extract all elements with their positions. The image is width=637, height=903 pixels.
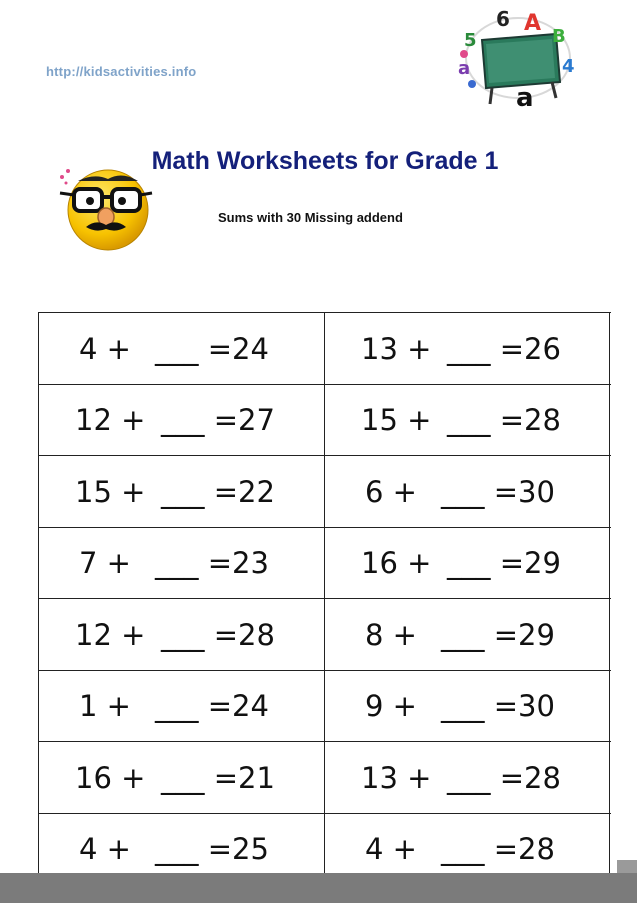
sum: =26 — [499, 331, 561, 366]
problem-cell — [39, 456, 325, 527]
addend: 12 + — [75, 617, 146, 652]
sum: =27 — [213, 403, 275, 437]
addend: 16 + — [361, 546, 432, 580]
answer-blank[interactable]: ___ — [161, 474, 205, 509]
sum: =28 — [213, 617, 275, 652]
problem-cell — [325, 671, 610, 741]
table-row — [39, 814, 611, 873]
answer-blank[interactable]: ___ — [155, 832, 199, 866]
addend: 13 + — [361, 331, 432, 366]
problem-cell — [39, 599, 325, 670]
problem-cell — [39, 742, 325, 813]
chalkboard-logo — [452, 2, 584, 112]
addend: 8 + — [365, 617, 417, 652]
answer-blank[interactable]: ___ — [161, 403, 205, 437]
addend: 9 + — [365, 689, 417, 723]
addend: 6 + — [365, 474, 417, 509]
sum: =28 — [499, 403, 561, 437]
sum: =30 — [493, 689, 555, 723]
table-row — [39, 599, 611, 671]
sum: =29 — [499, 546, 561, 580]
addend: 4 + — [79, 331, 131, 366]
problem-cell — [325, 742, 610, 813]
answer-blank[interactable]: ___ — [447, 546, 491, 580]
answer-blank[interactable]: ___ — [441, 832, 485, 866]
answer-blank[interactable]: ___ — [161, 760, 205, 795]
sum: =21 — [213, 760, 275, 795]
sum: =24 — [207, 331, 269, 366]
sum: =28 — [493, 832, 555, 866]
problem-table — [38, 312, 611, 873]
problem-cell — [325, 528, 610, 598]
sum: =30 — [493, 474, 555, 509]
page-subtitle: Sums with 30 Missing addend — [218, 210, 403, 225]
problem-cell — [325, 385, 610, 455]
answer-blank[interactable]: ___ — [441, 617, 485, 652]
problem-cell — [325, 814, 610, 873]
logo-letter: A — [524, 11, 542, 36]
scroll-edge — [617, 860, 637, 873]
addend: 4 + — [79, 832, 131, 866]
answer-blank[interactable]: ___ — [161, 617, 205, 652]
logo-letter: a — [458, 58, 471, 79]
sum: =24 — [207, 689, 269, 723]
problem-cell — [325, 313, 610, 384]
addend: 15 + — [361, 403, 432, 437]
table-row — [39, 671, 611, 742]
problem-cell — [39, 671, 325, 741]
answer-blank[interactable]: ___ — [447, 403, 491, 437]
table-row — [39, 742, 611, 814]
answer-blank[interactable]: ___ — [441, 689, 485, 723]
addend: 1 + — [79, 689, 131, 723]
sum: =28 — [499, 760, 561, 795]
table-row — [39, 456, 611, 528]
answer-blank[interactable]: ___ — [447, 331, 491, 366]
addend: 16 + — [75, 760, 146, 795]
addend: 15 + — [75, 474, 146, 509]
logo-letter: 6 — [496, 7, 510, 31]
logo-letter: 5 — [464, 30, 477, 51]
problem-cell — [39, 528, 325, 598]
problem-cell — [39, 313, 325, 384]
smiley-face-icon — [56, 165, 154, 251]
answer-blank[interactable]: ___ — [441, 474, 485, 509]
addend: 4 + — [365, 832, 417, 866]
logo-letter: B — [552, 26, 566, 47]
table-row — [39, 528, 611, 599]
addend: 13 + — [361, 760, 432, 795]
answer-blank[interactable]: ___ — [155, 546, 199, 580]
table-row — [39, 313, 611, 385]
viewer-footer-bar — [0, 873, 637, 903]
problem-cell — [39, 385, 325, 455]
table-row — [39, 385, 611, 456]
problem-cell — [325, 456, 610, 527]
site-url[interactable]: http://kidsactivities.info — [46, 64, 197, 79]
answer-blank[interactable]: ___ — [447, 760, 491, 795]
problem-cell — [39, 814, 325, 873]
problem-cell — [325, 599, 610, 670]
addend: 7 + — [79, 546, 131, 580]
sum: =23 — [207, 546, 269, 580]
logo-letter: 4 — [562, 56, 575, 77]
sum: =22 — [213, 474, 275, 509]
page-title: Math Worksheets for Grade 1 — [151, 147, 499, 175]
sum: =29 — [493, 617, 555, 652]
answer-blank[interactable]: ___ — [155, 331, 199, 366]
addend: 12 + — [75, 403, 146, 437]
logo-letter: a — [516, 83, 534, 112]
sum: =25 — [207, 832, 269, 866]
answer-blank[interactable]: ___ — [155, 689, 199, 723]
